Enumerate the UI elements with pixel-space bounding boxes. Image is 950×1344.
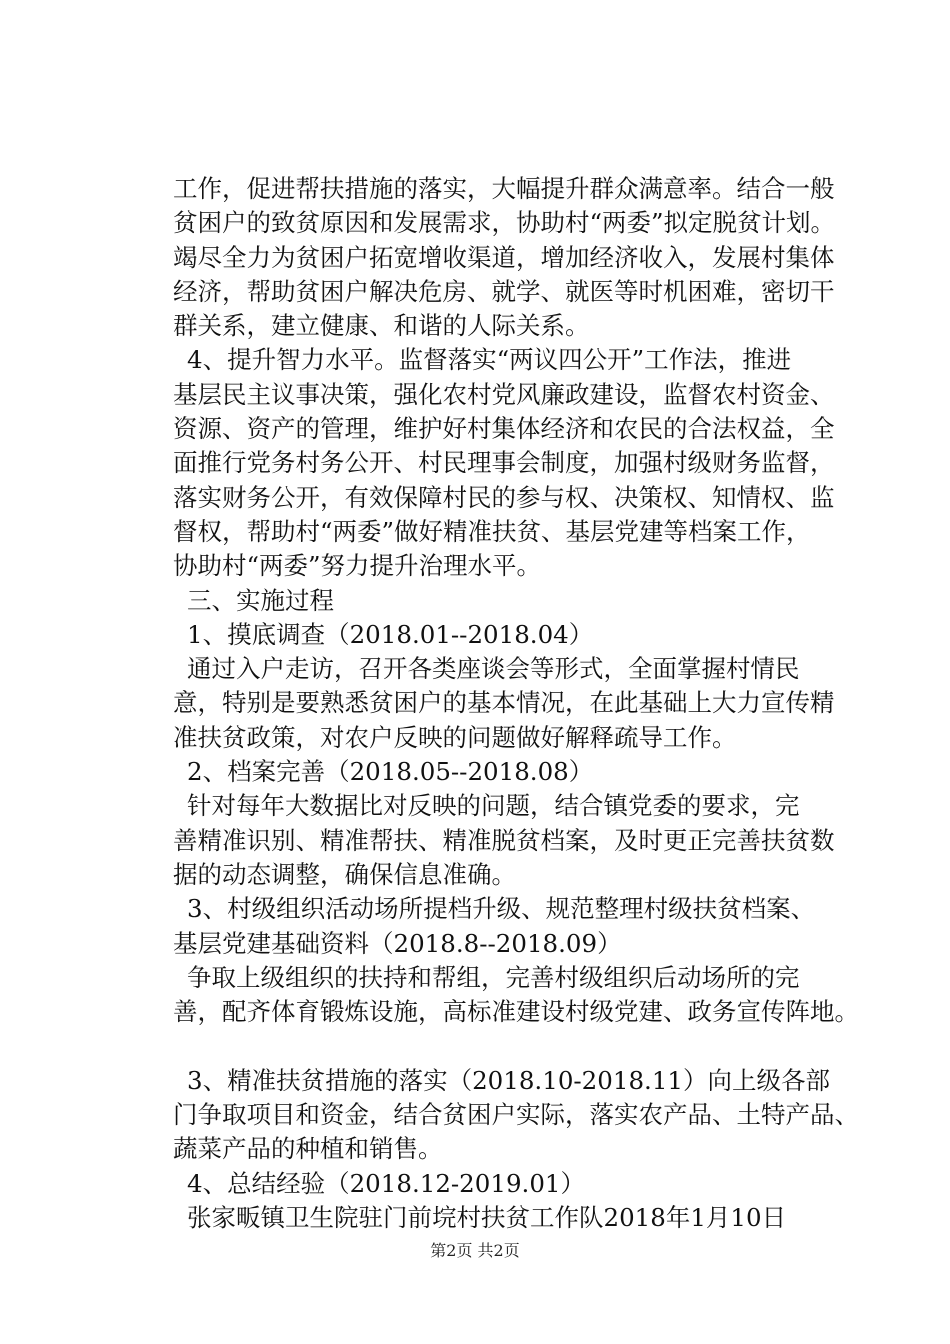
blank-line [173, 1029, 853, 1063]
section-heading: 三、实施过程 [187, 585, 334, 615]
text-line: 竭尽全力为贫困户拓宽增收渠道，增加经济收入，发展村集体 [173, 242, 835, 272]
signature-line: 张家畈镇卫生院驻门前垸村扶贫工作队2018年1月10日 [187, 1202, 787, 1232]
text-line: 基层党建基础资料（2018.8--2018.09） [173, 928, 622, 958]
page-number: 第2页 共2页 [430, 1241, 520, 1260]
text-line: 群关系，建立健康、和谐的人际关系。 [173, 311, 590, 341]
text-line: 3、村级组织活动场所提档升级、规范整理村级扶贫档案、 [187, 894, 816, 924]
text-line: 督权，帮助村“两委”做好精准扶贫、基层党建等档案工作， [173, 516, 811, 546]
text-line: 贫困户的致贫原因和发展需求，协助村“两委”拟定脱贫计划。 [173, 208, 836, 238]
text-line: 蔬菜产品的种植和销售。 [173, 1134, 443, 1164]
text-line: 4、总结经验（2018.12-2019.01） [187, 1168, 585, 1198]
text-line: 落实财务公开，有效保障村民的参与权、决策权、知情权、监 [173, 482, 835, 512]
text-line: 针对每年大数据比对反映的问题，结合镇党委的要求，完 [187, 791, 800, 821]
text-line: 善，配齐体育锻炼设施，高标准建设村级党建、政务宣传阵地。 [173, 997, 859, 1027]
text-line: 争取上级组织的扶持和帮组，完善村级组织后动场所的完 [187, 962, 800, 992]
text-line: 意，特别是要熟悉贫困户的基本情况，在此基础上大力宣传精 [173, 688, 835, 718]
text-line: 4、提升智力水平。监督落实“两议四公开”工作法，推进 [187, 345, 792, 375]
text-line: 工作，促进帮扶措施的落实，大幅提升群众满意率。结合一般 [173, 174, 835, 203]
text-line: 准扶贫政策，对农户反映的问题做好解释疏导工作。 [173, 722, 737, 752]
text-line: 3、精准扶贫措施的落实（2018.10-2018.11）向上级各部 [187, 1065, 830, 1095]
text-line: 2、档案完善（2018.05--2018.08） [187, 757, 594, 787]
text-line: 基层民主议事决策，强化农村党风廉政建设，监督农村资金、 [173, 379, 835, 409]
text-line: 门争取项目和资金，结合贫困户实际，落实农产品、土特产品、 [173, 1100, 859, 1130]
text-line: 据的动态调整，确保信息准确。 [173, 859, 516, 889]
text-line: 善精准识别、精准帮扶、精准脱贫档案，及时更正完善扶贫数 [173, 825, 835, 855]
text-line: 1、摸底调查（2018.01--2018.04） [187, 619, 594, 649]
text-line: 协助村“两委”努力提升治理水平。 [173, 551, 542, 581]
text-line: 通过入户走访，召开各类座谈会等形式，全面掌握村情民 [187, 654, 800, 684]
document-body [173, 172, 859, 1235]
text-line: 面推行党务村务公开、村民理事会制度，加强村级财务监督， [173, 448, 835, 478]
text-line: 资源、资产的管理，维护好村集体经济和农民的合法权益，全 [173, 414, 835, 444]
text-line: 经济，帮助贫困户解决危房、就学、就医等时机困难，密切干 [173, 276, 835, 306]
